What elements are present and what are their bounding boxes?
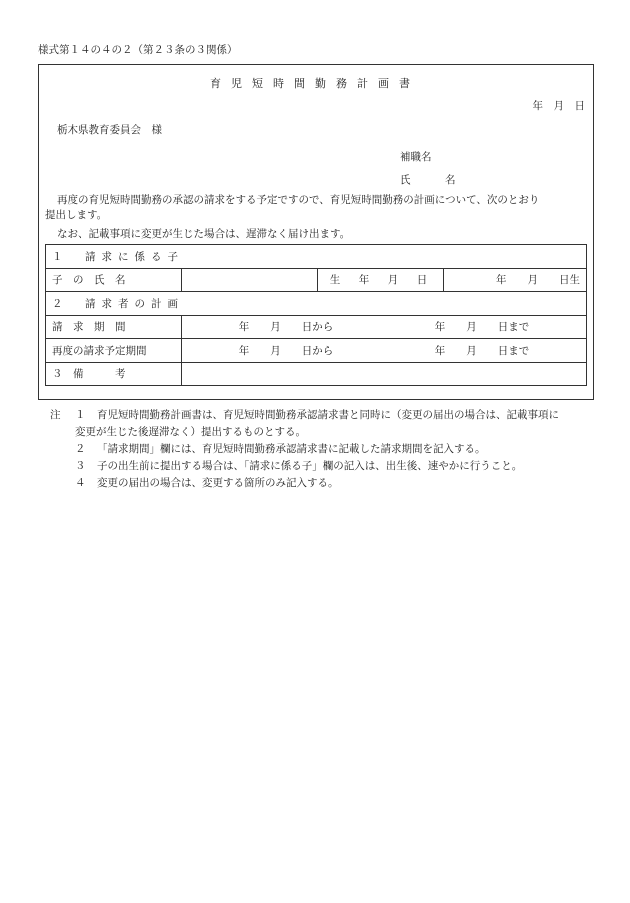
note-4	[50, 475, 610, 492]
re-request-period-from: 年 月 日から	[238, 344, 334, 357]
note-number: ２	[75, 443, 86, 455]
note-number: １	[75, 409, 86, 421]
birth-date-field[interactable]: 年 月 日生	[444, 268, 587, 292]
note-1	[50, 407, 610, 424]
note-3	[50, 458, 610, 475]
position-label: 補職名	[400, 151, 432, 163]
note-number: ４	[75, 477, 86, 489]
birth-label: 生 年 月 日	[318, 268, 444, 292]
body-paragraph-1-line-1: 再度の育児短時間勤務の承認の請求をする予定ですので、育児短時間勤務の計画について、次のとおり	[57, 194, 540, 206]
note-text: 子の出生前に提出する場合は、「請求に係る子」欄の記入は、出生後、速やかに行うこと。	[97, 460, 523, 472]
child-name-label: 子 の 氏 名	[46, 268, 182, 292]
request-period-field[interactable]	[182, 315, 587, 339]
plan-table	[45, 244, 587, 386]
request-period-row	[46, 315, 587, 339]
body-paragraph-1-line-2: 提出します。	[45, 209, 108, 221]
remarks-label: ３ 備 考	[46, 362, 182, 386]
note-text: 変更の届出の場合は、変更する箇所のみ記入する。	[97, 477, 339, 489]
addressee: 栃木県教育委員会 様	[57, 124, 162, 136]
note-number: ３	[75, 460, 86, 472]
notes	[50, 407, 610, 492]
section2-header: ２ 請求者の計画	[46, 292, 587, 316]
child-row	[46, 268, 587, 292]
note-text: 変更が生じた後遅滞なく）提出するものとする。	[75, 426, 306, 438]
form-number: 様式第１４の４の２（第２３条の３関係）	[38, 44, 238, 56]
request-period-to: 年 月 日まで	[434, 321, 530, 334]
re-request-period-label: 再度の請求予定期間	[46, 339, 182, 363]
note-1-continued	[50, 424, 610, 441]
body-paragraph-2: なお、記載事項に変更が生じた場合は、遅滞なく届け出ます。	[57, 228, 351, 240]
section1-header: １ 請求に係る子	[46, 245, 587, 269]
note-text: 育児短時間勤務計画書は、育児短時間勤務承認請求書と同時に（変更の届出の場合は、記載事項に	[97, 409, 559, 421]
request-period-label: 請 求 期 間	[46, 315, 182, 339]
child-name-field[interactable]	[182, 268, 318, 292]
document-title: 育児短時間勤務計画書	[210, 77, 420, 90]
re-request-period-field[interactable]	[182, 339, 587, 363]
notes-head: 注	[50, 409, 61, 421]
re-request-period-to: 年 月 日まで	[434, 344, 530, 357]
section2-row	[46, 292, 587, 316]
re-request-period-row	[46, 339, 587, 363]
section1-row	[46, 245, 587, 269]
note-2	[50, 441, 610, 458]
date-field[interactable]: 年 月 日	[532, 100, 585, 112]
remarks-field[interactable]	[182, 362, 587, 386]
name-label: 氏 名	[400, 174, 468, 186]
note-text: 「請求期間」欄には、育児短時間勤務承認請求書に記載した請求期間を記入する。	[97, 443, 486, 455]
remarks-row	[46, 362, 587, 386]
request-period-from: 年 月 日から	[238, 321, 334, 334]
